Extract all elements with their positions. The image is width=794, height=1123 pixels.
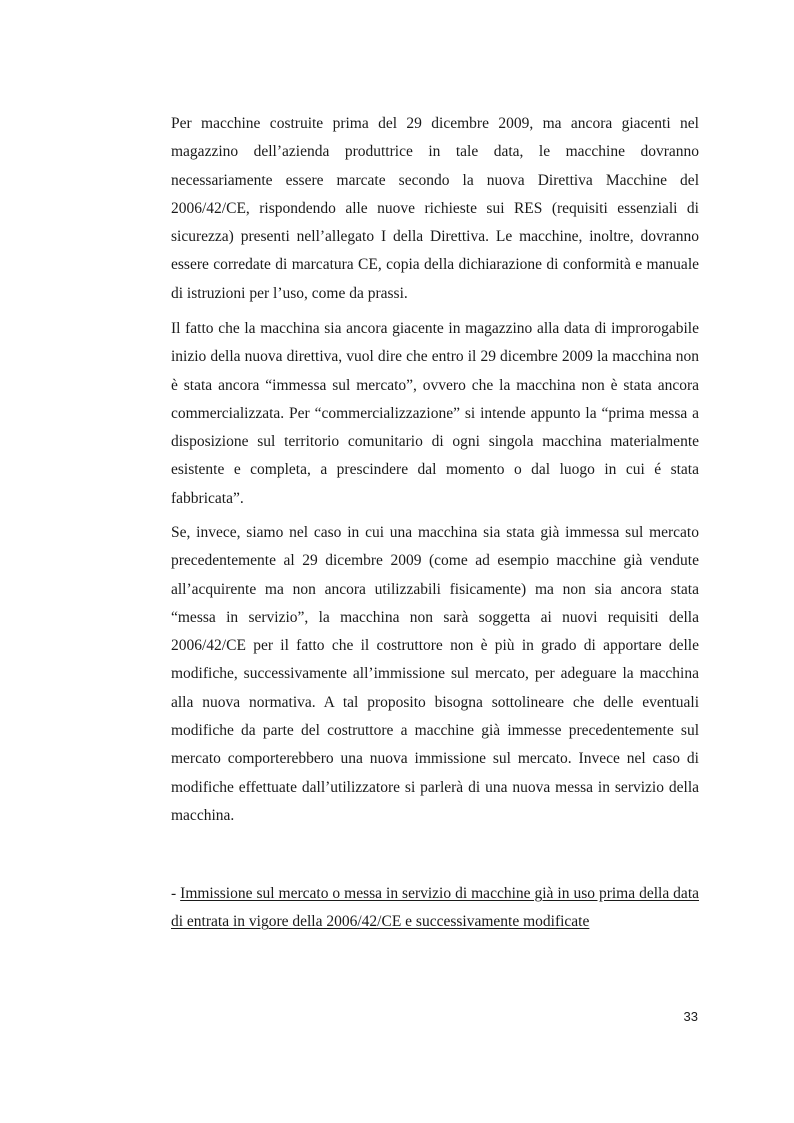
paragraph-1: Per macchine costruite prima del 29 dicembre 2009, ma ancora giacenti nel magazzino dell’azienda produttrice in tale data, le macchine dovranno necessariamente essere marcate secondo la nuova Direttiva Macchine del 2006/42/CE, rispondendo alle nuove richieste sui RES (requisiti essenziali di sicurezza) presenti nell’allegato I della Direttiva. Le macchine, inoltre, dovranno essere corredate di marcatura CE, copia della dichiarazione di conformità e manuale di istruzioni per l’uso, come da prassi. — [171, 115, 699, 302]
page-number: 33 — [683, 1009, 698, 1024]
paragraph-3: Se, invece, siamo nel caso in cui una macchina sia stata già immessa sul mercato precedentemente al 29 dicembre 2009 (come ad esempio macchine già vendute all’acquirente ma non ancora utilizzabili fisicamente) ma non sia ancora stata “messa in servizio”, la macchina non sarà soggetta ai nuovi requisiti della 2006/42/CE per il fatto che il costruttore non è più in grado di apportare delle modifiche, successivamente all’immissione sul mercato, per adeguare la macchina alla nuova normativa. A tal proposito bisogna sottolineare che delle eventuali modifiche da parte del costruttore a macchine già immesse precedentemente sul mercato comporterebbero una nuova immissione sul mercato. Invece nel caso di modifiche effettuate dall’utilizzatore si parlerà di una nuova messa in servizio della macchina. — [171, 524, 699, 824]
section-heading-title: Immissione sul mercato o messa in servizio di macchine già in uso prima della data di entrata in vigore della 2006/42/CE e successivamente modificate — [171, 885, 700, 931]
paragraph-2: Il fatto che la macchina sia ancora giacente in magazzino alla data di improrogabile inizio della nuova direttiva, vuol dire che entro il 29 dicembre 2009 la macchina non è stata ancora “immessa sul mercato”, ovvero che la macchina non è stata ancora commercializzata. Per “commercializzazione” si intende appunto la “prima messa a disposizione sul territorio comunitario di ogni singola macchina materialmente esistente e completa, a prescindere dal momento o dal luogo in cui é stata fabbricata”. — [171, 320, 699, 507]
section-heading — [171, 880, 699, 937]
section-heading-prefix: - — [171, 885, 181, 902]
